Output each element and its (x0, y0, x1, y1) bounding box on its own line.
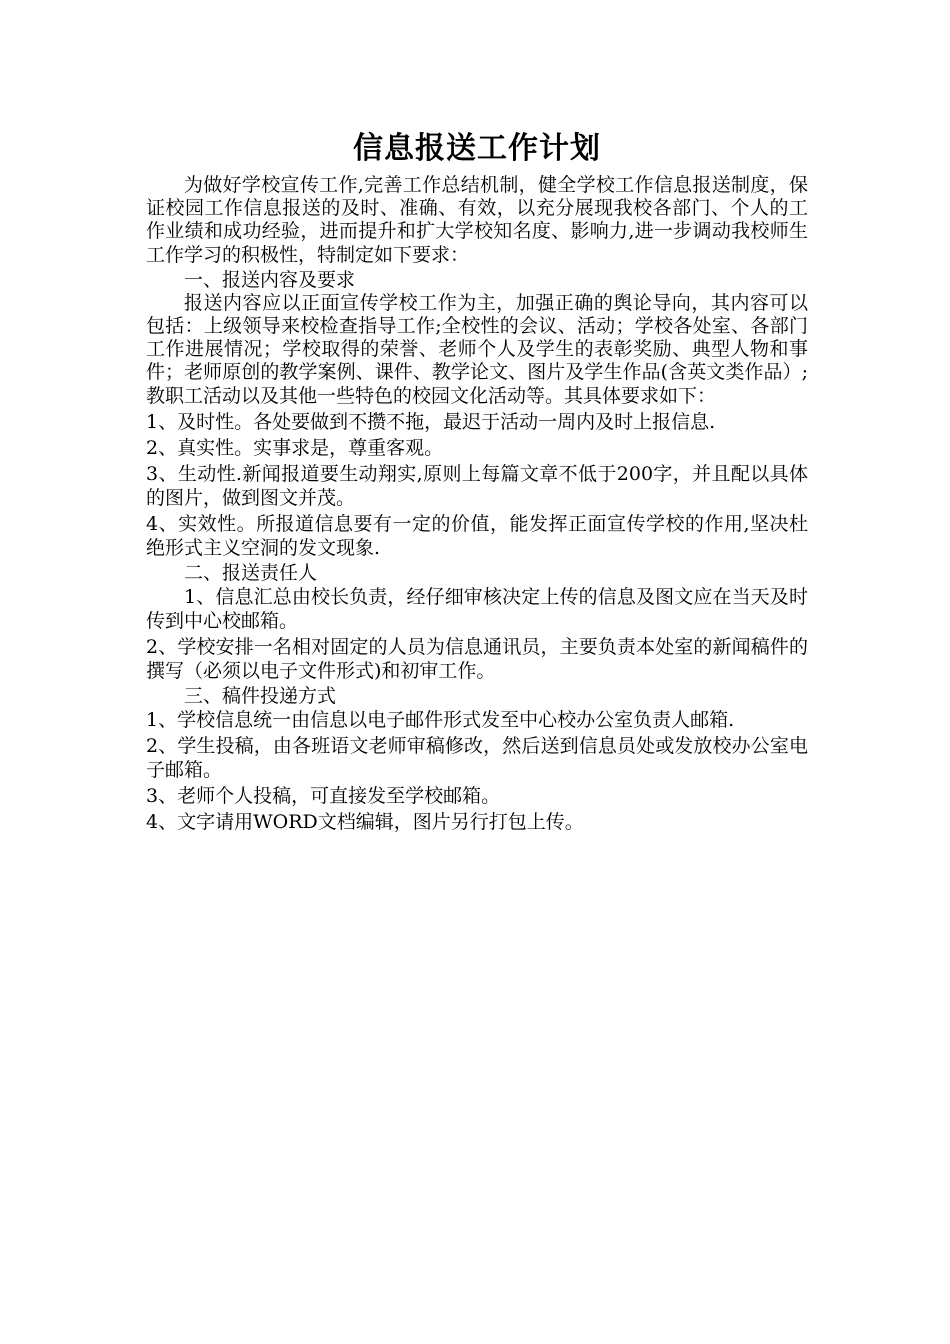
section-2-item-1: 1、信息汇总由校长负责，经仔细审核决定上传的信息及图文应在当天及时传到中心校邮箱。 (146, 585, 808, 632)
section-1-item-4: 4、实效性。所报道信息要有一定的价值，能发挥正面宣传学校的作用,坚决杜绝形式主义空洞的发文现象. (146, 512, 808, 559)
section-1-item-3: 3、生动性.新闻报道要生动翔实,原则上每篇文章不低于200字，并且配以具体的图片，做到图文并茂。 (146, 462, 808, 509)
intro-paragraph: 为做好学校宣传工作,完善工作总结机制，健全学校工作信息报送制度，保证校园工作信息报送的及时、准确、有效，以充分展现我校各部门、个人的工作业绩和成功经验，进而提升和扩大学校知名度、影响力,进一步调动我校师生工作学习的积极性，特制定如下要求： (146, 174, 808, 266)
section-3-item-1: 1、学校信息统一由信息以电子邮件形式发至中心校办公室负责人邮箱. (146, 708, 735, 731)
section-3-item-3: 3、老师个人投稿，可直接发至学校邮箱。 (146, 784, 501, 807)
section-2-item-2: 2、学校安排一名相对固定的人员为信息通讯员，主要负责本处室的新闻稿件的撰写（必须以电子文件形式)和初审工作。 (146, 635, 808, 682)
section-3-heading: 三、稿件投递方式 (184, 684, 337, 707)
section-1-heading: 一、报送内容及要求 (184, 268, 356, 291)
document-page (146, 128, 808, 834)
document-title: 信息报送工作计划 (353, 131, 601, 166)
section-3-item-4: 4、文字请用WORD文档编辑，图片另行打包上传。 (146, 810, 584, 833)
section-2-heading: 二、报送责任人 (184, 561, 318, 584)
section-1-body: 报送内容应以正面宣传学校工作为主，加强正确的舆论导向，其内容可以包括：上级领导来校检查指导工作;全校性的会议、活动；学校各处室、各部门工作进展情况；学校取得的荣誉、老师个人及学生的表彰奖励、典型人物和事件；老师原创的教学案例、课件、教学论文、图片及学生作品(含英文类作品）;教职工活动以及其他一些特色的校园文化活动等。其具体要求如下： (146, 291, 808, 407)
section-1-item-2: 2、真实性。实事求是，尊重客观。 (146, 436, 444, 459)
section-3-item-2: 2、学生投稿，由各班语文老师审稿修改，然后送到信息员处或发放校办公室电子邮箱。 (146, 734, 808, 781)
section-1-item-1: 1、及时性。各处要做到不攒不拖，最迟于活动一周内及时上报信息. (146, 410, 716, 433)
